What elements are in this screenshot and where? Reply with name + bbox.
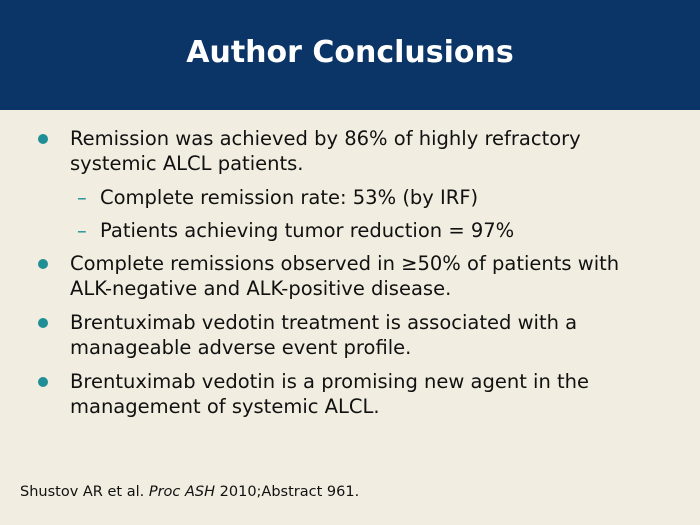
- bullet-item: [0, 126, 700, 176]
- bullet-text: Brentuximab vedotin is a promising new agent in the management of systemic ALCL.: [70, 370, 590, 418]
- citation-authors: Shustov AR et al.: [20, 484, 145, 500]
- sub-bullet-text: Patients achieving tumor reduction = 97%: [100, 219, 515, 242]
- bullet-dot-icon: [38, 134, 48, 144]
- title-bar: [0, 0, 700, 110]
- citation: [20, 484, 359, 500]
- bullet-dot-icon: [38, 318, 48, 328]
- bullet-text: Brentuximab vedotin treatment is associated with a manageable adverse event profile.: [70, 311, 578, 359]
- dash-icon: –: [77, 186, 87, 209]
- bullet-item: [0, 369, 700, 419]
- bullet-text: Remission was achieved by 86% of highly refractory systemic ALCL patients.: [70, 127, 581, 175]
- bullet-text: Complete remissions observed in ≥50% of patients with ALK-negative and ALK-positive disease.: [70, 252, 620, 300]
- citation-journal: Proc ASH: [148, 484, 216, 500]
- bullet-item: [0, 251, 700, 301]
- bullet-dot-icon: [38, 377, 48, 387]
- bullet-dot-icon: [38, 259, 48, 269]
- sub-bullet-item: [0, 218, 700, 243]
- sub-bullet-text: Complete remission rate: 53% (by IRF): [100, 186, 479, 209]
- bullet-item: [0, 310, 700, 360]
- sub-bullet-item: [0, 185, 700, 210]
- citation-details: 2010;Abstract 961.: [219, 484, 360, 500]
- slide-title: Author Conclusions: [186, 34, 514, 70]
- dash-icon: –: [77, 219, 87, 242]
- bullet-list: [0, 126, 700, 428]
